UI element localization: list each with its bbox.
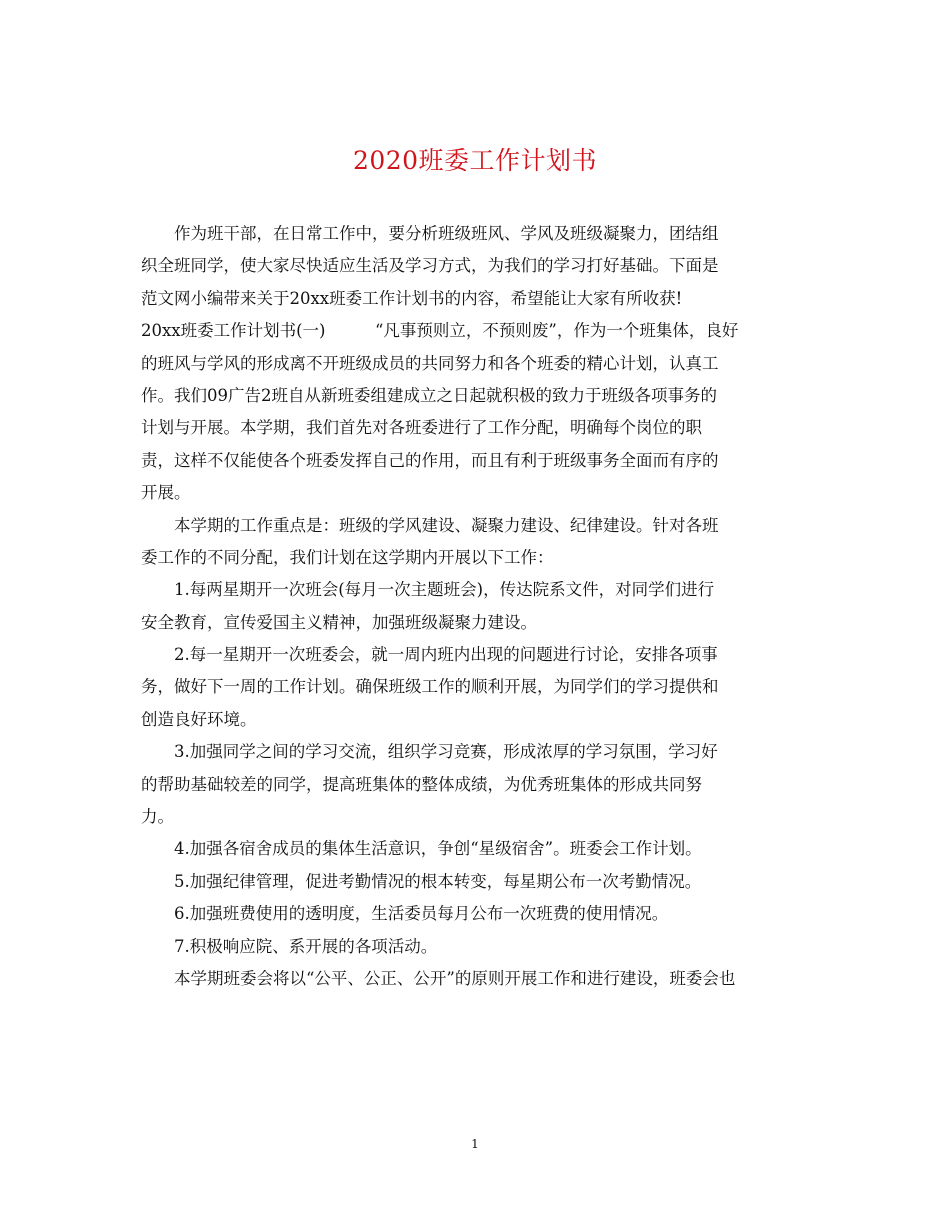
paragraph-line: 织全班同学，使大家尽快适应生活及学习方式，为我们的学习打好基础。下面是 bbox=[141, 256, 719, 276]
paragraph-line: 本学期班委会将以“公平、公正、公开”的原则开展工作和进行建设，班委会也 bbox=[174, 968, 736, 988]
list-item-line: 3.加强同学之间的学习交流，组织学习竞赛，形成浓厚的学习氛围，学习好 bbox=[174, 742, 718, 762]
paragraph-line: 20xx班委工作计划书(一) “凡事预则立，不预则废”，作为一个班集体，良好 bbox=[141, 321, 739, 341]
page-number: 1 bbox=[471, 1137, 479, 1151]
paragraph-line: 作为班干部，在日常工作中，要分析班级班风、学风及班级凝聚力，团结组 bbox=[174, 224, 719, 243]
list-item-line: 务，做好下一周的工作计划。确保班级工作的顺利开展，为同学们的学习提供和 bbox=[141, 677, 719, 697]
document-title: 2020班委工作计划书 bbox=[352, 146, 598, 175]
list-item-line: 6.加强班费使用的透明度，生活委员每月公布一次班费的使用情况。 bbox=[174, 904, 669, 924]
paragraph-line: 本学期的工作重点是：班级的学风建设、凝聚力建设、纪律建设。针对各班 bbox=[174, 515, 719, 535]
list-item-line: 5.加强纪律管理，促进考勤情况的根本转变，每星期公布一次考勤情况。 bbox=[174, 871, 702, 891]
list-item-line: 安全教育，宣传爱国主义精神，加强班级凝聚力建设。 bbox=[141, 612, 537, 632]
list-item-line: 的帮助基础较差的同学，提高班集体的整体成绩，为优秀班集体的形成共同努 bbox=[141, 774, 702, 794]
list-item-line: 创造良好环境。 bbox=[141, 709, 257, 729]
paragraph-line: 作。我们09广告2班自从新班委组建成立之日起就积极的致力于班级各项事务的 bbox=[141, 385, 717, 405]
paragraph-line: 责，这样不仅能使各个班委发挥自己的作用，而且有利于班级事务全面而有序的 bbox=[141, 450, 719, 470]
list-item-line: 2.每一星期开一次班委会，就一周内班内出现的问题进行讨论，安排各项事 bbox=[174, 645, 718, 665]
list-item-line: 力。 bbox=[141, 807, 174, 827]
paragraph-line: 委工作的不同分配，我们计划在这学期内开展以下工作： bbox=[141, 547, 554, 567]
paragraph-line: 范文网小编带来关于20xx班委工作计划书的内容，希望能让大家有所收获! bbox=[141, 288, 683, 308]
list-item-line: 4.加强各宿舍成员的集体生活意识，争创“星级宿舍”。班委会工作计划。 bbox=[174, 839, 702, 859]
paragraph-line: 开展。 bbox=[141, 483, 191, 503]
document-body bbox=[141, 218, 813, 995]
paragraph-line: 的班风与学风的形成离不开班级成员的共同努力和各个班委的精心计划，认真工 bbox=[141, 353, 719, 373]
list-item-line: 1.每两星期开一次班会(每月一次主题班会)，传达院系文件，对同学们进行 bbox=[174, 580, 715, 600]
paragraph-line: 计划与开展。本学期，我们首先对各班委进行了工作分配，明确每个岗位的职 bbox=[141, 418, 702, 438]
list-item-line: 7.积极响应院、系开展的各项活动。 bbox=[174, 936, 438, 956]
